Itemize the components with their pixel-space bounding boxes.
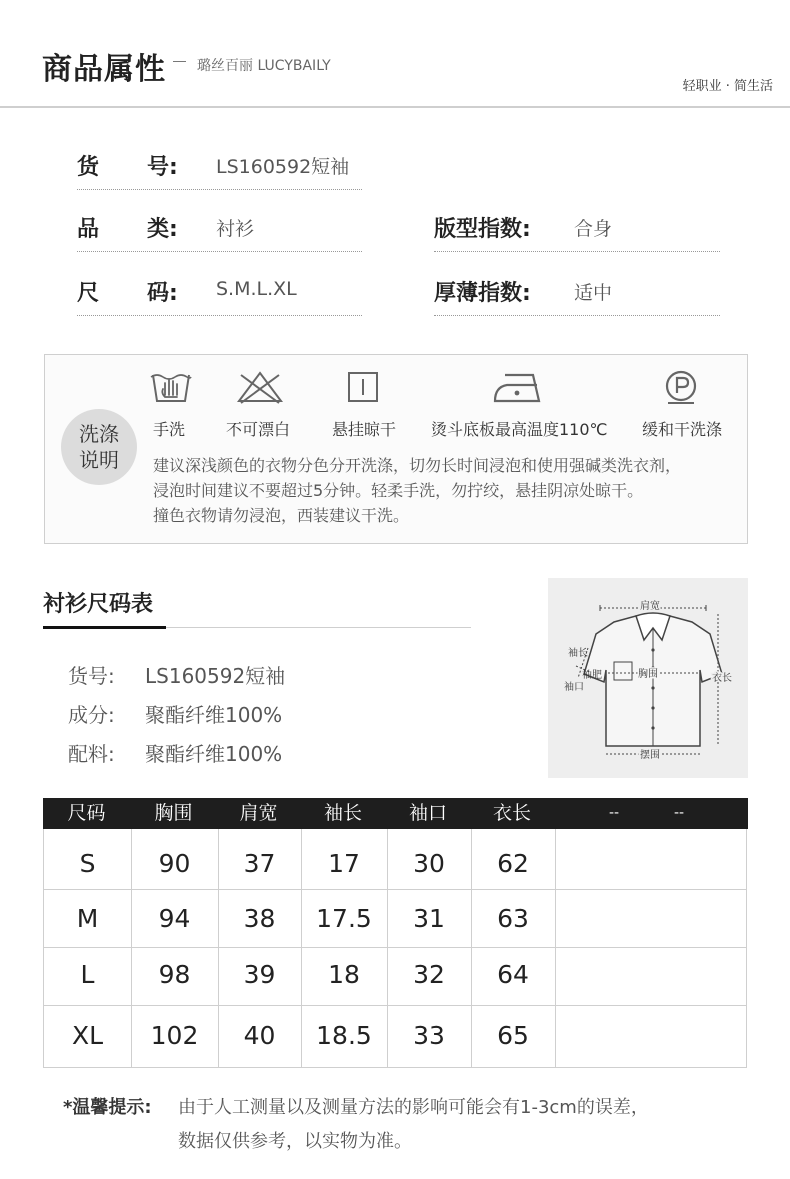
- wash-note-line3: 撞色衣物请勿浸泡，西装建议干洗。: [153, 506, 410, 525]
- iron-label: 烫斗底板最高温度110℃: [431, 420, 608, 439]
- size-table: [43, 829, 747, 1068]
- hang-dry-label: 悬挂晾干: [332, 420, 397, 439]
- table-cell: 62: [497, 849, 529, 878]
- info-lining-key: 配料:: [68, 742, 115, 766]
- table-cell: 102: [150, 1021, 199, 1050]
- table-cell: 18: [328, 960, 360, 989]
- info-item-no-key: 货号:: [68, 664, 115, 688]
- wash-title-line2: 说明: [79, 448, 119, 472]
- attr-category-value: 衬衫: [216, 218, 255, 240]
- table-cell: 94: [158, 904, 191, 933]
- shirt-illustration: [548, 578, 748, 778]
- attr-fit-index-key: 版型指数:: [434, 217, 531, 242]
- no-bleach-icon: [235, 369, 285, 405]
- tip-line1: 由于人工测量以及测量方法的影响可能会有1-3cm的误差，: [178, 1097, 649, 1118]
- table-cell: 38: [243, 904, 276, 933]
- table-cell: 30: [413, 849, 445, 878]
- table-cell: 98: [158, 960, 191, 989]
- col-header-length: 衣长: [492, 802, 531, 824]
- table-cell: M: [76, 904, 99, 933]
- shirt-measurement-diagram: [548, 578, 748, 778]
- col-header-shoulder: 肩宽: [239, 802, 278, 824]
- dry-clean-label: 缓和干洗涤: [642, 420, 723, 439]
- label-sleeve-width: 袖肥: [582, 670, 602, 681]
- col-header-cuff: 袖口: [408, 802, 447, 824]
- size-table-header: [43, 798, 748, 829]
- attr-item-no-value: LS160592短袖: [216, 156, 350, 178]
- tip-label: *温馨提示:: [63, 1097, 152, 1118]
- wash-title-line1: 洗涤: [79, 422, 119, 446]
- table-cell: 90: [158, 849, 191, 878]
- info-lining: [68, 738, 283, 767]
- info-composition-value: 聚酯纤维100%: [145, 703, 283, 727]
- table-cell: S: [79, 849, 96, 878]
- table-cell: 17.5: [316, 904, 372, 933]
- hand-wash-label: 手洗: [153, 420, 186, 439]
- size-chart-title-underline: [43, 626, 166, 629]
- label-length: 衣长: [712, 673, 732, 684]
- label-shoulder: 肩宽: [640, 601, 660, 612]
- row-divider: [44, 889, 747, 890]
- attr-size: [77, 276, 362, 316]
- tip-line2: 数据仅供参考，以实物为准。: [178, 1131, 412, 1152]
- row-divider: [44, 1005, 747, 1006]
- wash-instructions-panel: [44, 354, 748, 544]
- row-divider: [44, 947, 747, 948]
- col-header-empty-1: --: [608, 805, 620, 821]
- table-cell: 40: [243, 1021, 276, 1050]
- hang-dry-icon: [345, 369, 381, 405]
- label-sleeve-length: 袖长: [568, 648, 588, 659]
- wash-title-badge: [61, 409, 137, 485]
- hand-wash-icon: [149, 369, 193, 405]
- table-cell: 31: [413, 904, 445, 933]
- table-cell: 39: [243, 960, 276, 989]
- info-lining-value: 聚酯纤维100%: [145, 742, 283, 766]
- attr-item-no: [77, 150, 362, 190]
- iron-icon: [491, 369, 543, 405]
- attr-size-value: S.M.L.XL: [216, 278, 297, 300]
- attr-fit-index-value: 合身: [574, 218, 613, 240]
- brand-name: 璐丝百丽 LUCYBAILY: [197, 58, 331, 74]
- table-cell: 17: [328, 849, 360, 878]
- size-chart-title: 衬衫尺码表: [43, 592, 154, 617]
- header-divider: [0, 106, 790, 108]
- dry-clean-p-icon: [663, 369, 699, 405]
- info-item-no: [68, 660, 286, 689]
- info-item-no-value: LS160592短袖: [145, 664, 286, 688]
- no-bleach-label: 不可漂白: [226, 420, 291, 439]
- col-header-sleeve-length: 袖长: [323, 802, 362, 824]
- attr-category: [77, 212, 362, 252]
- info-composition: [68, 699, 283, 728]
- table-cell: XL: [71, 1021, 104, 1050]
- wash-note-line1: 建议深浅颜色的衣物分色分开洗涤，切勿长时间浸泡和使用强碱类洗衣剂，: [153, 456, 682, 475]
- attr-size-key: 尺 码:: [77, 281, 178, 306]
- attr-thickness-index-value: 适中: [574, 282, 613, 304]
- brand-slogan: 轻职业 · 简生活: [682, 79, 773, 94]
- attr-item-no-key: 货 号:: [77, 155, 178, 180]
- table-cell: L: [80, 960, 95, 989]
- label-hem: 摆围: [640, 750, 660, 761]
- table-cell: 32: [413, 960, 445, 989]
- wash-note-line2: 浸泡时间建议不要超过5分钟。轻柔手洗，勿拧绞，悬挂阴凉处晾干。: [153, 481, 644, 500]
- table-cell: 18.5: [316, 1021, 372, 1050]
- label-chest: 胸围: [638, 669, 658, 680]
- attr-thickness-index: [434, 276, 720, 316]
- size-chart-title-rule: [166, 627, 471, 628]
- table-cell: 37: [243, 849, 276, 878]
- wash-note: [153, 453, 743, 528]
- col-divider: [555, 829, 556, 1068]
- table-cell: 64: [497, 960, 529, 989]
- table-cell: 63: [497, 904, 529, 933]
- table-cell: 65: [497, 1021, 529, 1050]
- attr-fit-index: [434, 212, 720, 252]
- col-header-chest: 胸围: [154, 802, 193, 824]
- table-cell: 33: [413, 1021, 445, 1050]
- title-dash-divider: [173, 61, 186, 62]
- label-cuff: 袖口: [564, 682, 584, 693]
- attr-category-key: 品 类:: [77, 217, 178, 242]
- col-header-empty-2: --: [673, 805, 685, 821]
- attr-thickness-index-key: 厚薄指数:: [434, 281, 531, 306]
- page-title: 商品属性: [42, 52, 166, 87]
- info-composition-key: 成分:: [68, 703, 115, 727]
- col-header-size: 尺码: [67, 802, 106, 824]
